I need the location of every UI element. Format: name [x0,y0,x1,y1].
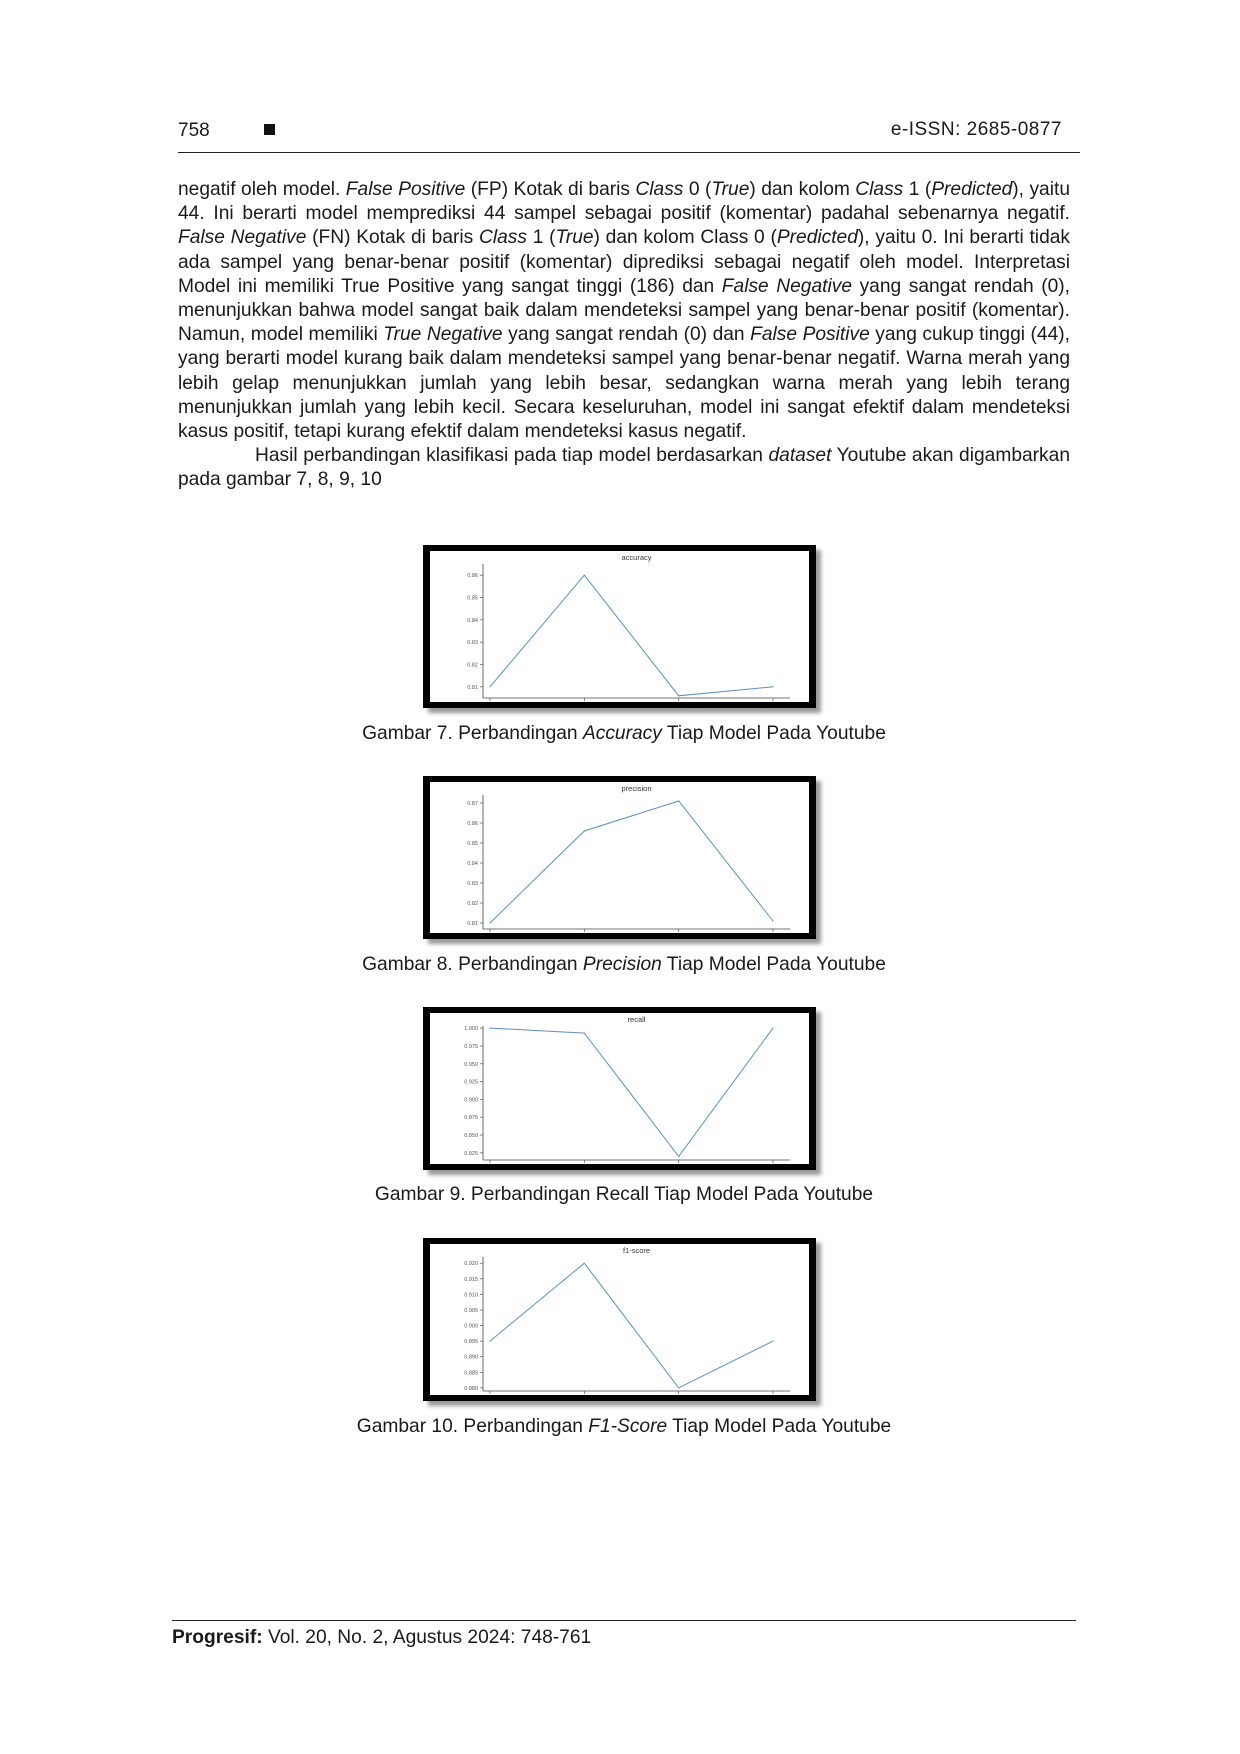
text-run: Tiap Model Pada Youtube [667,1416,892,1437]
text-run: 1 ( [903,179,932,200]
data-point [678,695,679,696]
y-tick-label: 0.950 [464,1061,478,1068]
y-tick-label: 0.975 [464,1043,478,1050]
y-tick-label: 0.83 [467,881,478,887]
text-run: ), yaitu 44. Ini berarti model memprediksi 44 sampel sebagai positif (komentar) padahal sebenarnya negatif. [178,179,1070,225]
text-run: Predicted [931,179,1013,200]
text-run: True Negative [383,324,503,346]
text-run: Precision [582,954,662,975]
text-run: yang sangat rendah (0) dan [502,324,751,346]
y-tick-label: 0.850 [464,1133,478,1140]
text-run: ) dan kolom Class 0 ( [593,227,777,249]
series-line [490,801,773,923]
text-run: Tiap Model Pada Youtube [661,723,886,744]
text-run: Accuracy [582,723,662,744]
y-tick-label: 0.84 [467,861,478,867]
y-tick-label: 0.890 [464,1354,478,1361]
y-tick-label: 0.84 [467,617,478,624]
y-tick-label: 0.825 [464,1150,478,1157]
text-run: False Positive [345,179,466,200]
text-run: Gambar 8. Perbandingan [362,954,583,975]
chart-title: recall [627,1015,646,1024]
data-point [489,686,490,687]
data-point [772,1028,773,1029]
data-point [584,1263,585,1264]
data-point [772,920,773,921]
text-run: True [711,179,750,200]
issn-label: e-ISSN: 2685-0877 [890,119,1062,140]
square-bullet-icon [264,124,275,135]
data-point [584,575,585,576]
y-tick-label: 0.895 [464,1339,478,1346]
text-run: Gambar 7. Perbandingan [362,723,583,744]
y-tick-label: 0.82 [467,662,478,669]
text-run: (FP) Kotak di baris [465,179,636,200]
data-point [678,1387,679,1388]
text-run: 1 ( [526,227,556,249]
data-point [489,1028,490,1029]
data-point [678,800,679,801]
text-run: Predicted [776,227,858,249]
text-run: dataset [768,445,832,467]
text-run: True [555,227,594,249]
y-tick-label: 0.900 [464,1323,478,1330]
text-run: Class [855,179,904,200]
text-run: ) dan kolom [749,179,856,200]
text-run: False Negative [721,275,853,297]
y-tick-label: 0.910 [464,1292,478,1299]
series-line [490,1263,773,1388]
data-point [584,1033,585,1034]
text-run: ), yaitu 0. Ini berarti tidak ada sampel yang benar-benar positif (komentar) diprediksi sebagai negatif oleh model. Interpretasi Model ini memiliki True Positive yang sangat tinggi (186) dan [178,227,1070,297]
data-point [489,922,490,923]
text-run: Class [635,179,684,200]
data-point [772,1341,773,1342]
figure-f1-score [423,1238,816,1401]
data-point [772,686,773,687]
y-tick-label: 0.905 [464,1307,478,1314]
text-run: yang sangat rendah (0), menunjukkan bahwa model sangat baik dalam mendeteksi sampel yang benar-benar positif (komentar). Namun, model memiliki [178,275,1070,346]
text-run: (FN) Kotak di baris [306,227,479,249]
y-tick-label: 0.86 [467,821,478,827]
f1-score-chart [430,1244,809,1395]
recall-chart [430,1013,809,1164]
paragraph-1 [178,178,1070,444]
text-run: Class [479,227,527,249]
y-tick-label: 0.875 [464,1115,478,1122]
figure-7-caption [178,723,1070,745]
series-line [490,575,773,696]
body-text [178,178,1070,493]
chart-title: accuracy [621,553,652,562]
y-tick-label: 0.925 [464,1079,478,1086]
figure-precision [423,776,816,939]
figure-10-caption [178,1416,1070,1438]
figure-accuracy [423,545,816,708]
text-run: False Negative [178,227,307,249]
paragraph-2 [178,444,1070,492]
y-tick-label: 0.920 [464,1261,478,1268]
y-tick-label: 1.000 [464,1026,478,1033]
text-run: Tiap Model Pada Youtube [661,954,886,975]
y-tick-label: 0.915 [464,1276,478,1283]
journal-name: Progresif: [172,1627,263,1648]
accuracy-chart [430,551,809,702]
text-run: F1-Score [588,1416,668,1437]
text-run: Gambar 10. Perbandingan [356,1416,589,1437]
text-run: Youtube akan digambarkan pada gambar 7, 8, 9, 10 [178,445,1070,491]
figure-8-caption [178,954,1070,976]
data-point [584,830,585,831]
y-tick-label: 0.82 [467,901,478,907]
text-run: False Positive [750,324,870,346]
text-run: yang cukup tinggi (44), yang berarti model kurang baik dalam mendeteksi sampel yang benar-benar negatif. Warna merah yang lebih gelap menunjukkan jumlah yang lebih besar, sedangkan warna merah yang lebih terang menunjukkan jumlah yang lebih kecil. Secara keseluruhan, model ini sangat efektif dalam mendeteksi kasus positif, tetapi kurang efektif dalam mendeteksi kasus negatif. [178,324,1070,443]
chart-title: f1-score [622,1246,651,1255]
text-run: Gambar 9. Perbandingan Recall Tiap Model Pada Youtube [374,1184,874,1205]
page-number: 758 [178,120,210,141]
y-tick-label: 0.86 [467,573,478,580]
figure-9-caption [178,1184,1070,1206]
series-line [490,1028,773,1156]
precision-chart [430,782,809,933]
data-point [489,1341,490,1342]
page-header [178,118,1080,153]
text-run: Hasil perbandingan klasifikasi pada tiap model berdasarkan [255,445,769,467]
data-point [678,1156,679,1157]
y-tick-label: 0.81 [467,684,478,691]
chart-title: precision [621,784,652,793]
y-tick-label: 0.900 [464,1097,478,1104]
y-tick-label: 0.885 [464,1370,478,1377]
y-tick-label: 0.87 [467,801,478,807]
text-run: 0 ( [683,179,712,200]
y-tick-label: 0.880 [464,1385,478,1392]
y-tick-label: 0.85 [467,841,478,847]
journal-citation: Vol. 20, No. 2, Agustus 2024: 748-761 [262,1627,592,1648]
page-footer [172,1620,1076,1649]
y-tick-label: 0.85 [467,595,478,602]
text-run: negatif oleh model. [178,179,346,200]
y-tick-label: 0.83 [467,640,478,647]
y-tick-label: 0.81 [467,921,478,927]
figure-recall [423,1007,816,1170]
